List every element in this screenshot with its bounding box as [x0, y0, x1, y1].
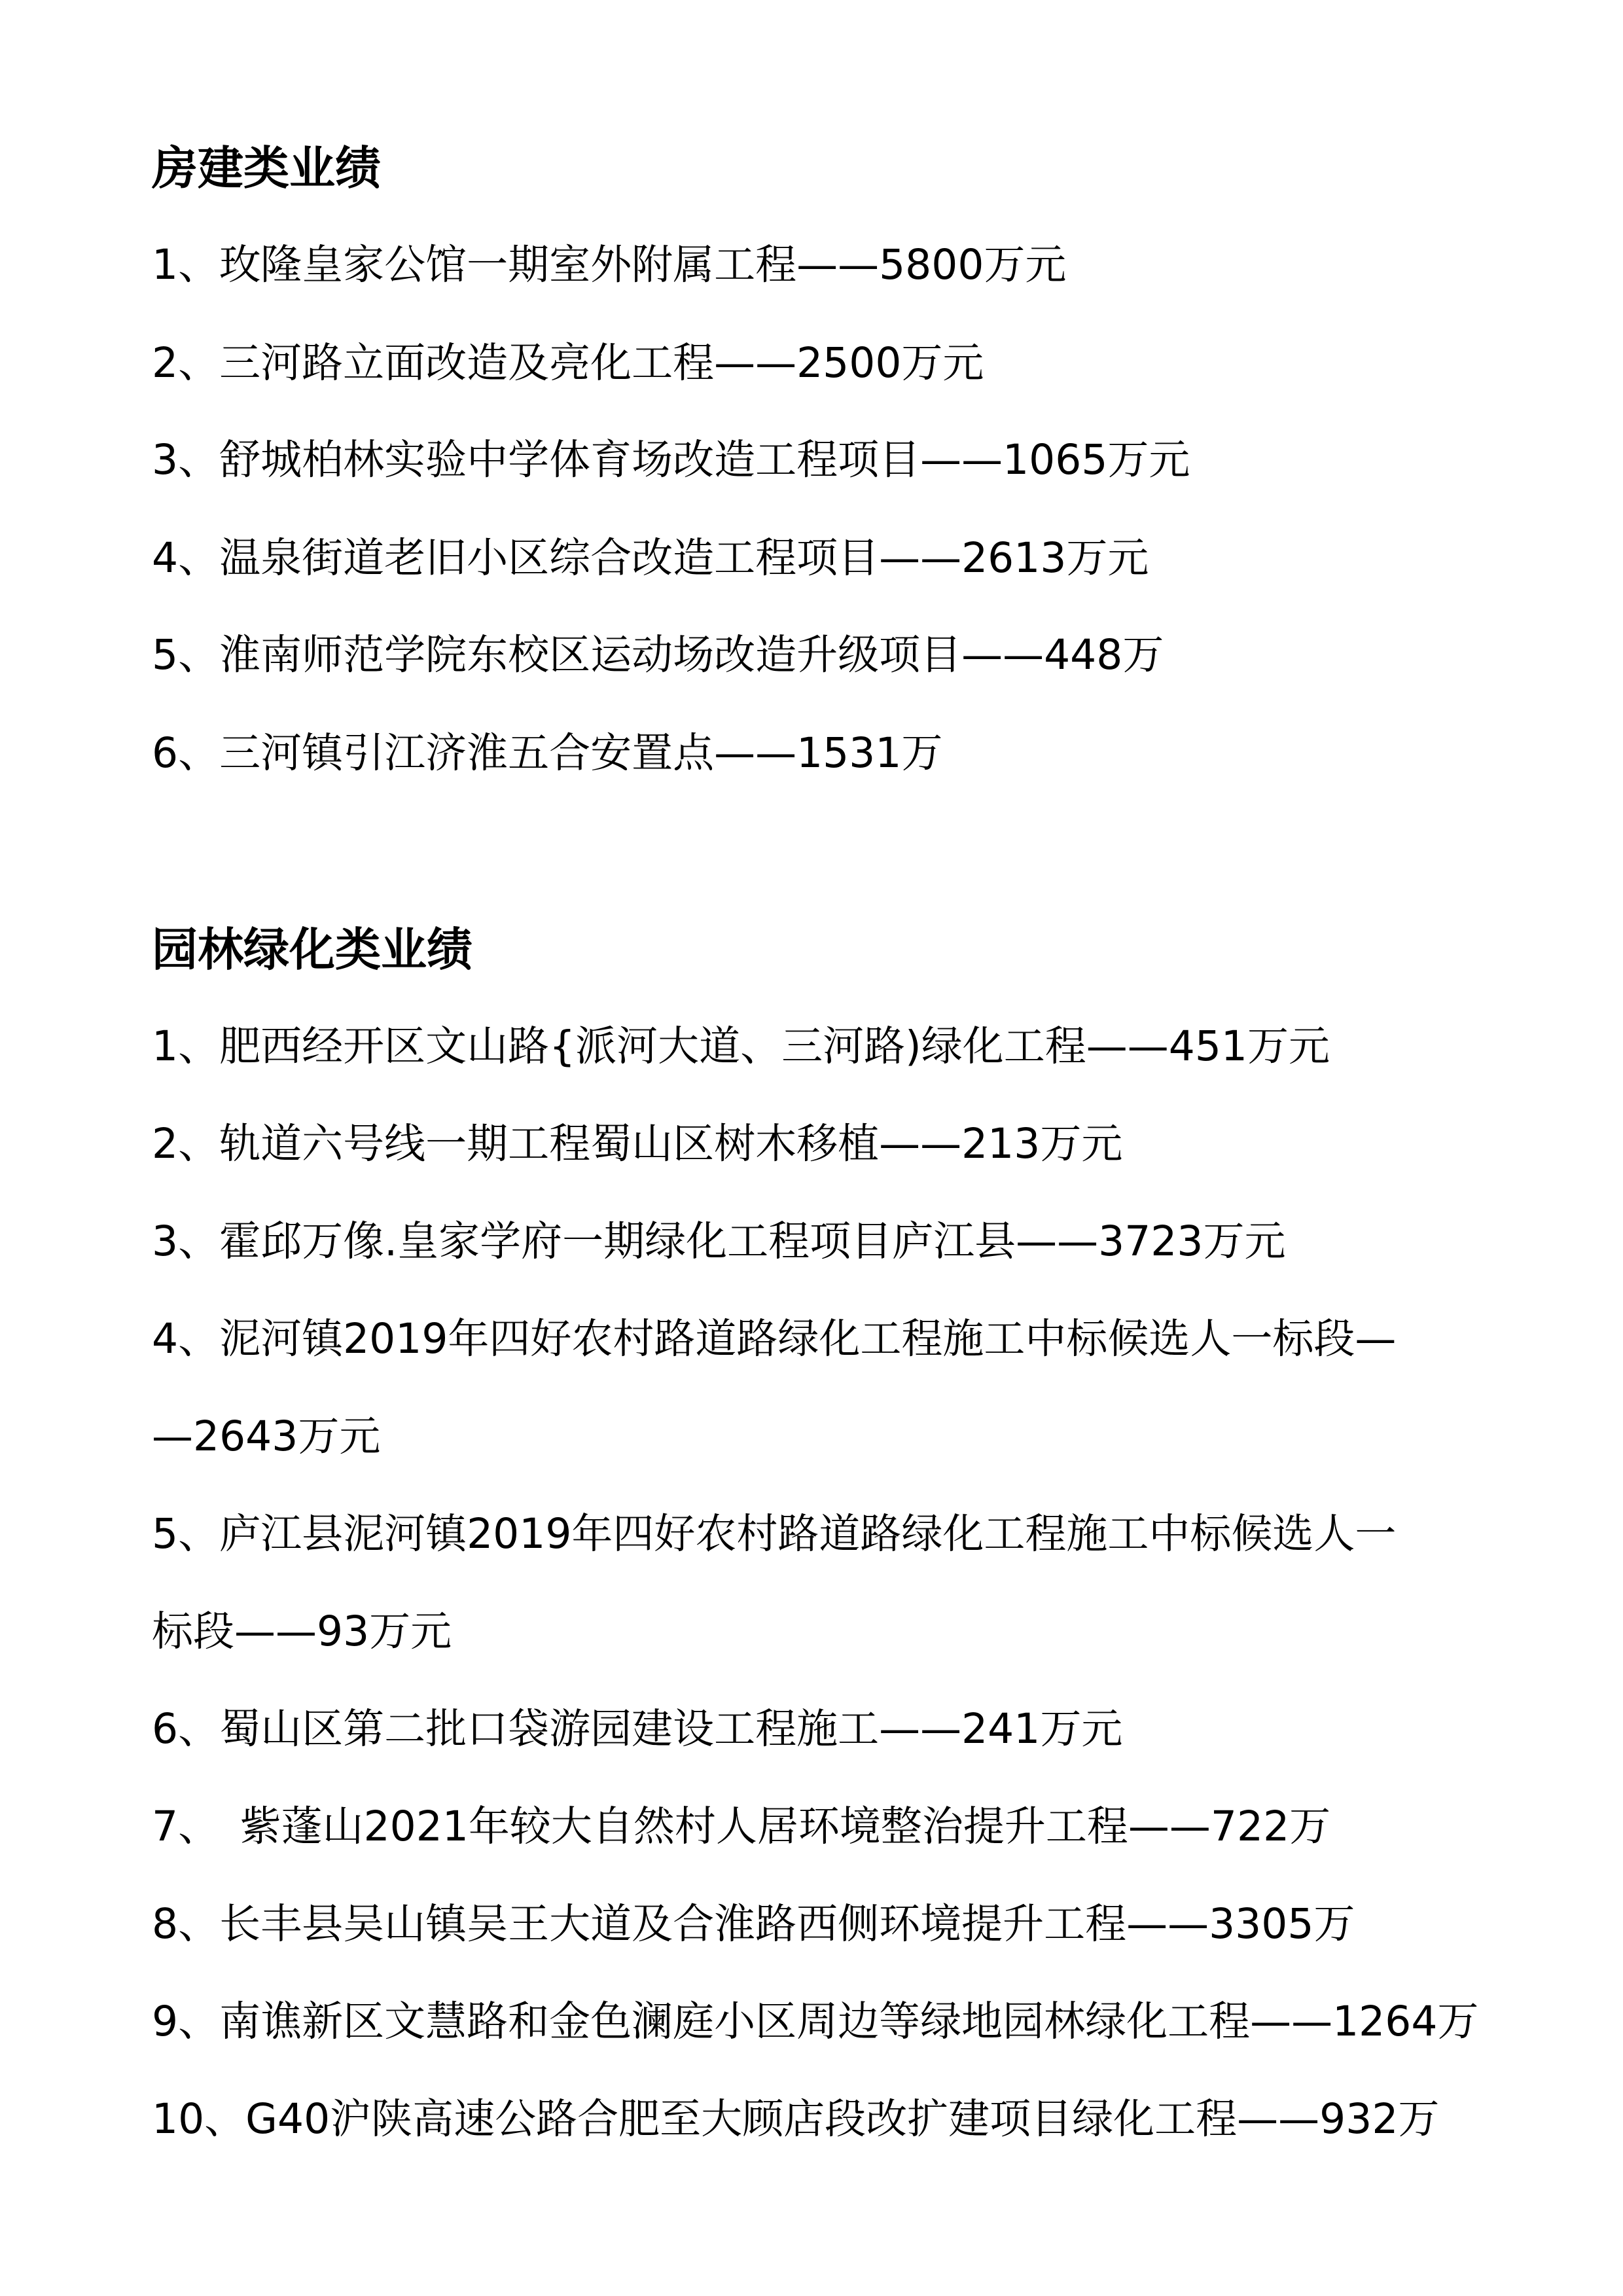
list-item: 8、长丰县吴山镇吴王大道及合淮路西侧环境提升工程——3305万 [152, 1900, 1355, 1948]
list-item: 5、淮南师范学院东校区运动场改造升级项目——448万 [152, 631, 1164, 679]
list-item: 3、霍邱万像.皇家学府一期绿化工程项目庐江县——3723万元 [152, 1217, 1286, 1265]
list-item: 1、肥西经开区文山路{派河大道、三河路)绿化工程——451万元 [152, 1022, 1330, 1070]
list-item: 5、庐江县泥河镇2019年四好农村路道路绿化工程施工中标候选人一 [152, 1510, 1397, 1558]
section-heading-landscaping: 园林绿化类业绩 [152, 923, 473, 977]
list-item: 9、南谯新区文慧路和金色澜庭小区周边等绿地园林绿化工程——1264万 [152, 1998, 1479, 2045]
list-item: 2、轨道六号线一期工程蜀山区树木移植——213万元 [152, 1120, 1123, 1168]
list-item: 3、舒城柏林实验中学体育场改造工程项目——1065万元 [152, 436, 1190, 484]
list-item: 标段——93万元 [152, 1607, 452, 1655]
list-item: 6、蜀山区第二批口袋游园建设工程施工——241万元 [152, 1705, 1123, 1753]
list-item: 4、温泉街道老旧小区综合改造工程项目——2613万元 [152, 534, 1149, 582]
list-item: 10、G40沪陕高速公路合肥至大顾店段改扩建项目绿化工程——932万 [152, 2095, 1440, 2143]
list-item: —2643万元 [152, 1412, 381, 1460]
list-item: 6、三河镇引江济淮五合安置点——1531万 [152, 729, 943, 777]
list-item: 7、 紫蓬山2021年较大自然村人居环境整治提升工程——722万 [152, 1803, 1331, 1850]
list-item: 2、三河路立面改造及亮化工程——2500万元 [152, 339, 984, 387]
list-item: 4、泥河镇2019年四好农村路道路绿化工程施工中标候选人一标段— [152, 1315, 1397, 1363]
list-item: 1、玫隆皇家公馆一期室外附属工程——5800万元 [152, 241, 1067, 289]
section-heading-housing: 房建类业绩 [152, 141, 381, 195]
